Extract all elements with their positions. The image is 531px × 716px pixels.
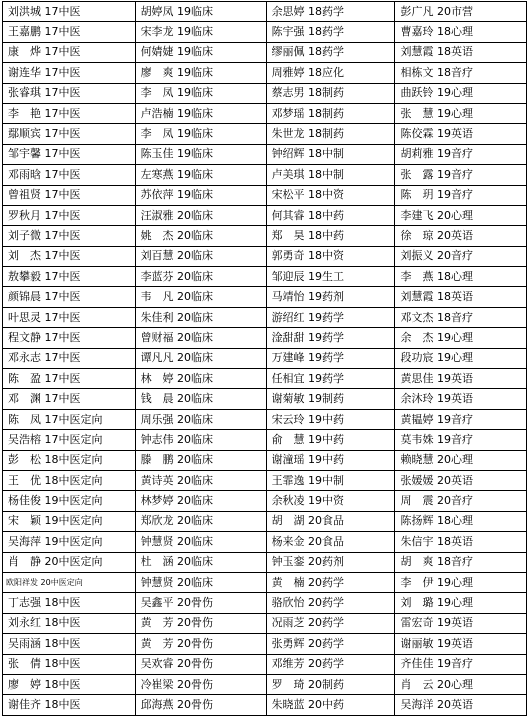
table-cell: 赖晓慧 20心理	[395, 450, 527, 470]
table-cell: 罗秋月 17中医	[3, 205, 136, 225]
table-cell: 叶思灵 17中医	[3, 307, 136, 327]
table-row	[3, 205, 527, 225]
table-cell: 陈佼霖 19英语	[395, 124, 527, 144]
table-row	[3, 593, 527, 613]
table-cell: 余秋凌 19中资	[266, 491, 395, 511]
table-cell: 刘 璐 19心理	[395, 593, 527, 613]
table-cell: 刘子微 17中医	[3, 226, 136, 246]
table-cell: 杨佳俊 19中医定向	[3, 491, 136, 511]
table-cell: 吴海萍 19中医定向	[3, 532, 136, 552]
table-cell: 王霏逸 19中制	[266, 470, 395, 490]
table-row	[3, 511, 527, 531]
table-row	[3, 369, 527, 389]
table-cell: 徐 琼 20英语	[395, 226, 527, 246]
table-cell: 何婧婕 19临床	[135, 42, 266, 62]
table-cell: 刘振义 20音疗	[395, 246, 527, 266]
table-cell: 陈玉佳 19临床	[135, 144, 266, 164]
table-cell: 邓永志 17中医	[3, 348, 136, 368]
table-cell: 何其睿 18中药	[266, 205, 395, 225]
table-cell: 刘永红 18中医	[3, 613, 136, 633]
table-cell: 李 凤 19临床	[135, 83, 266, 103]
table-cell: 张睿琪 17中医	[3, 83, 136, 103]
table-cell: 邹迎辰 19生工	[266, 267, 395, 287]
table-cell: 郭勇奇 18中资	[266, 246, 395, 266]
table-row	[3, 185, 527, 205]
table-cell: 骆欣怡 20药学	[266, 593, 395, 613]
table-cell: 卢浩楠 19临床	[135, 103, 266, 123]
table-cell: 朱晓蓝 20中药	[266, 695, 395, 715]
table-cell: 苏依萍 19临床	[135, 185, 266, 205]
table-cell: 宋松平 18中资	[266, 185, 395, 205]
table-cell: 陈 玥 19音疗	[395, 185, 527, 205]
table-cell: 钟绍辉 18中制	[266, 144, 395, 164]
table-cell: 余沐玲 19英语	[395, 389, 527, 409]
table-cell: 曲跃铃 19心理	[395, 83, 527, 103]
table-cell: 宋李龙 19临床	[135, 22, 266, 42]
table-cell: 曾祖贤 17中医	[3, 185, 136, 205]
table-cell: 刘百慧 20临床	[135, 246, 266, 266]
table-cell: 邓文杰 18音疗	[395, 307, 527, 327]
table-cell: 廖 爽 19临床	[135, 63, 266, 83]
table-row	[3, 103, 527, 123]
table-cell: 林梦婷 20临床	[135, 491, 266, 511]
table-cell: 万建峰 19药学	[266, 348, 395, 368]
table-cell: 敖攀毅 17中医	[3, 267, 136, 287]
table-row	[3, 328, 527, 348]
table-cell: 谢佳齐 18中医	[3, 695, 136, 715]
table-row	[3, 287, 527, 307]
table-row	[3, 409, 527, 429]
table-cell: 李 凤 19临床	[135, 124, 266, 144]
table-cell: 杜 涵 20临床	[135, 552, 266, 572]
table-cell: 陈宇强 18药学	[266, 22, 395, 42]
table-cell: 蔡志男 18制药	[266, 83, 395, 103]
table-cell: 胡莉雅 19音疗	[395, 144, 527, 164]
table-cell: 郑欣龙 20临床	[135, 511, 266, 531]
table-cell: 康 烨 17中医	[3, 42, 136, 62]
table-cell: 肖 静 20中医定向	[3, 552, 136, 572]
table-row	[3, 430, 527, 450]
table-cell: 余 杰 19心理	[395, 328, 527, 348]
table-cell: 李建飞 20心理	[395, 205, 527, 225]
table-cell: 胡 爽 18音疗	[395, 552, 527, 572]
table-cell: 黄 芳 20骨伤	[135, 613, 266, 633]
table-cell: 邹宇馨 17中医	[3, 144, 136, 164]
table-row	[3, 348, 527, 368]
table-row	[3, 2, 527, 22]
table-cell: 廖 婷 18中医	[3, 674, 136, 694]
table-cell: 李蓝芬 20临床	[135, 267, 266, 287]
table-row	[3, 532, 527, 552]
table-cell: 吴欢睿 20骨伤	[135, 654, 266, 674]
table-row	[3, 246, 527, 266]
table-cell: 刘慧霞 18英语	[395, 42, 527, 62]
table-row	[3, 572, 527, 592]
table-cell: 姚 杰 20临床	[135, 226, 266, 246]
table-cell: 钱 晨 20临床	[135, 389, 266, 409]
table-row	[3, 634, 527, 654]
table-row	[3, 470, 527, 490]
table-cell: 丁志强 18中医	[3, 593, 136, 613]
table-cell: 胡婷凤 19临床	[135, 2, 266, 22]
table-cell: 杨来金 20食品	[266, 532, 395, 552]
table-row	[3, 63, 527, 83]
table-row	[3, 267, 527, 287]
table-row	[3, 674, 527, 694]
table-cell: 曹嘉玲 18心理	[395, 22, 527, 42]
table-row	[3, 491, 527, 511]
table-row	[3, 307, 527, 327]
table-cell: 滕 鹏 20临床	[135, 450, 266, 470]
table-cell: 肖 云 20心理	[395, 674, 527, 694]
table-cell: 张 露 19音疗	[395, 165, 527, 185]
table-cell: 钟志伟 20临床	[135, 430, 266, 450]
table-cell: 谢菊敏 19制药	[266, 389, 395, 409]
table-cell: 邓梦瑶 18制药	[266, 103, 395, 123]
table-cell: 朱佳利 20临床	[135, 307, 266, 327]
table-cell: 陈 盈 17中医	[3, 369, 136, 389]
table-row	[3, 695, 527, 715]
table-cell: 周 震 20音疗	[395, 491, 527, 511]
table-cell: 程文静 17中医	[3, 328, 136, 348]
table-cell: 周乐强 20临床	[135, 409, 266, 429]
table-cell: 曾财福 20临床	[135, 328, 266, 348]
table-cell: 张媛媛 20英语	[395, 470, 527, 490]
table-row	[3, 552, 527, 572]
table-cell: 黄 芳 20骨伤	[135, 634, 266, 654]
table-cell: 俞 慧 19中药	[266, 430, 395, 450]
table-cell: 相栋文 18音疗	[395, 63, 527, 83]
table-cell: 邓 渊 17中医	[3, 389, 136, 409]
table-cell: 宋云玲 19中药	[266, 409, 395, 429]
table-cell: 郑 昊 18中药	[266, 226, 395, 246]
table-cell: 吴海洋 20英语	[395, 695, 527, 715]
table-cell: 况雨芝 20药学	[266, 613, 395, 633]
table-cell: 吴鑫平 20骨伤	[135, 593, 266, 613]
table-row	[3, 42, 527, 62]
table-cell: 宋 颖 19中医定向	[3, 511, 136, 531]
table-cell: 周雅婷 18应化	[266, 63, 395, 83]
table-row	[3, 165, 527, 185]
table-row	[3, 22, 527, 42]
table-cell: 刘 杰 17中医	[3, 246, 136, 266]
table-cell: 刘洪城 17中医	[3, 2, 136, 22]
table-cell: 颜锦晨 17中医	[3, 287, 136, 307]
table-cell: 张 慧 19心理	[395, 103, 527, 123]
table-row	[3, 450, 527, 470]
table-cell: 黄 楠 20药学	[266, 572, 395, 592]
roster-body	[3, 2, 527, 716]
student-roster-table	[2, 1, 527, 716]
table-cell: 谢潼瑶 19中药	[266, 450, 395, 470]
table-cell: 朱世龙 18制药	[266, 124, 395, 144]
table-cell: 黄思佳 19英语	[395, 369, 527, 389]
table-cell: 缪丽佩 18药学	[266, 42, 395, 62]
table-cell: 彭广凡 20市营	[395, 2, 527, 22]
table-cell: 谢连华 17中医	[3, 63, 136, 83]
table-cell: 谢丽敏 19英语	[395, 634, 527, 654]
table-cell: 游绍红 19药学	[266, 307, 395, 327]
table-cell: 余思婷 18药学	[266, 2, 395, 22]
table-cell: 钟慧贤 20临床	[135, 572, 266, 592]
table-row	[3, 654, 527, 674]
table-cell: 邓雨晗 17中医	[3, 165, 136, 185]
table-cell: 齐佳佳 19音疗	[395, 654, 527, 674]
table-cell: 鄢顺宾 17中医	[3, 124, 136, 144]
table-cell: 淦甜甜 19药学	[266, 328, 395, 348]
table-cell: 汪淑雅 20临床	[135, 205, 266, 225]
table-cell: 韦 凡 20临床	[135, 287, 266, 307]
table-cell: 钟慧贤 20临床	[135, 532, 266, 552]
table-cell: 刘慧霞 18英语	[395, 287, 527, 307]
table-cell: 王嘉鹏 17中医	[3, 22, 136, 42]
table-cell: 彭 松 18中医定向	[3, 450, 136, 470]
table-cell: 邓维芳 20药学	[266, 654, 395, 674]
table-cell: 邱海燕 20骨伤	[135, 695, 266, 715]
table-cell: 任相宜 19药学	[266, 369, 395, 389]
table-cell: 朱信宇 18英语	[395, 532, 527, 552]
table-cell: 罗 琦 20制药	[266, 674, 395, 694]
table-row	[3, 226, 527, 246]
table-cell: 王 优 18中医定向	[3, 470, 136, 490]
table-cell: 胡 湖 20食品	[266, 511, 395, 531]
table-row	[3, 124, 527, 144]
table-cell: 冷崔梁 20骨伤	[135, 674, 266, 694]
table-cell: 马靖怡 19药剂	[266, 287, 395, 307]
table-row	[3, 83, 527, 103]
table-row	[3, 389, 527, 409]
table-row	[3, 144, 527, 164]
table-cell: 欧阳祥发 20中医定向	[3, 572, 136, 592]
table-cell: 李 伊 19心理	[395, 572, 527, 592]
table-cell: 雷宏奇 19英语	[395, 613, 527, 633]
table-cell: 卢美琪 18中制	[266, 165, 395, 185]
table-cell: 陈扬辉 18心理	[395, 511, 527, 531]
table-cell: 李 艳 17中医	[3, 103, 136, 123]
table-row	[3, 613, 527, 633]
table-cell: 谭凡凡 20临床	[135, 348, 266, 368]
table-cell: 陈 凤 17中医定向	[3, 409, 136, 429]
table-cell: 张 倩 18中医	[3, 654, 136, 674]
table-cell: 莫韦姝 19音疗	[395, 430, 527, 450]
table-cell: 段功宸 19心理	[395, 348, 527, 368]
table-cell: 左寒燕 19临床	[135, 165, 266, 185]
table-cell: 黄诗英 20临床	[135, 470, 266, 490]
table-cell: 李 燕 18心理	[395, 267, 527, 287]
table-cell: 林 婷 20临床	[135, 369, 266, 389]
table-cell: 黄韫婷 19音疗	[395, 409, 527, 429]
table-cell: 吴浩榕 17中医定向	[3, 430, 136, 450]
table-cell: 吴雨涵 18中医	[3, 634, 136, 654]
table-cell: 钟玉銮 20药剂	[266, 552, 395, 572]
table-cell: 张勇辉 20药学	[266, 634, 395, 654]
